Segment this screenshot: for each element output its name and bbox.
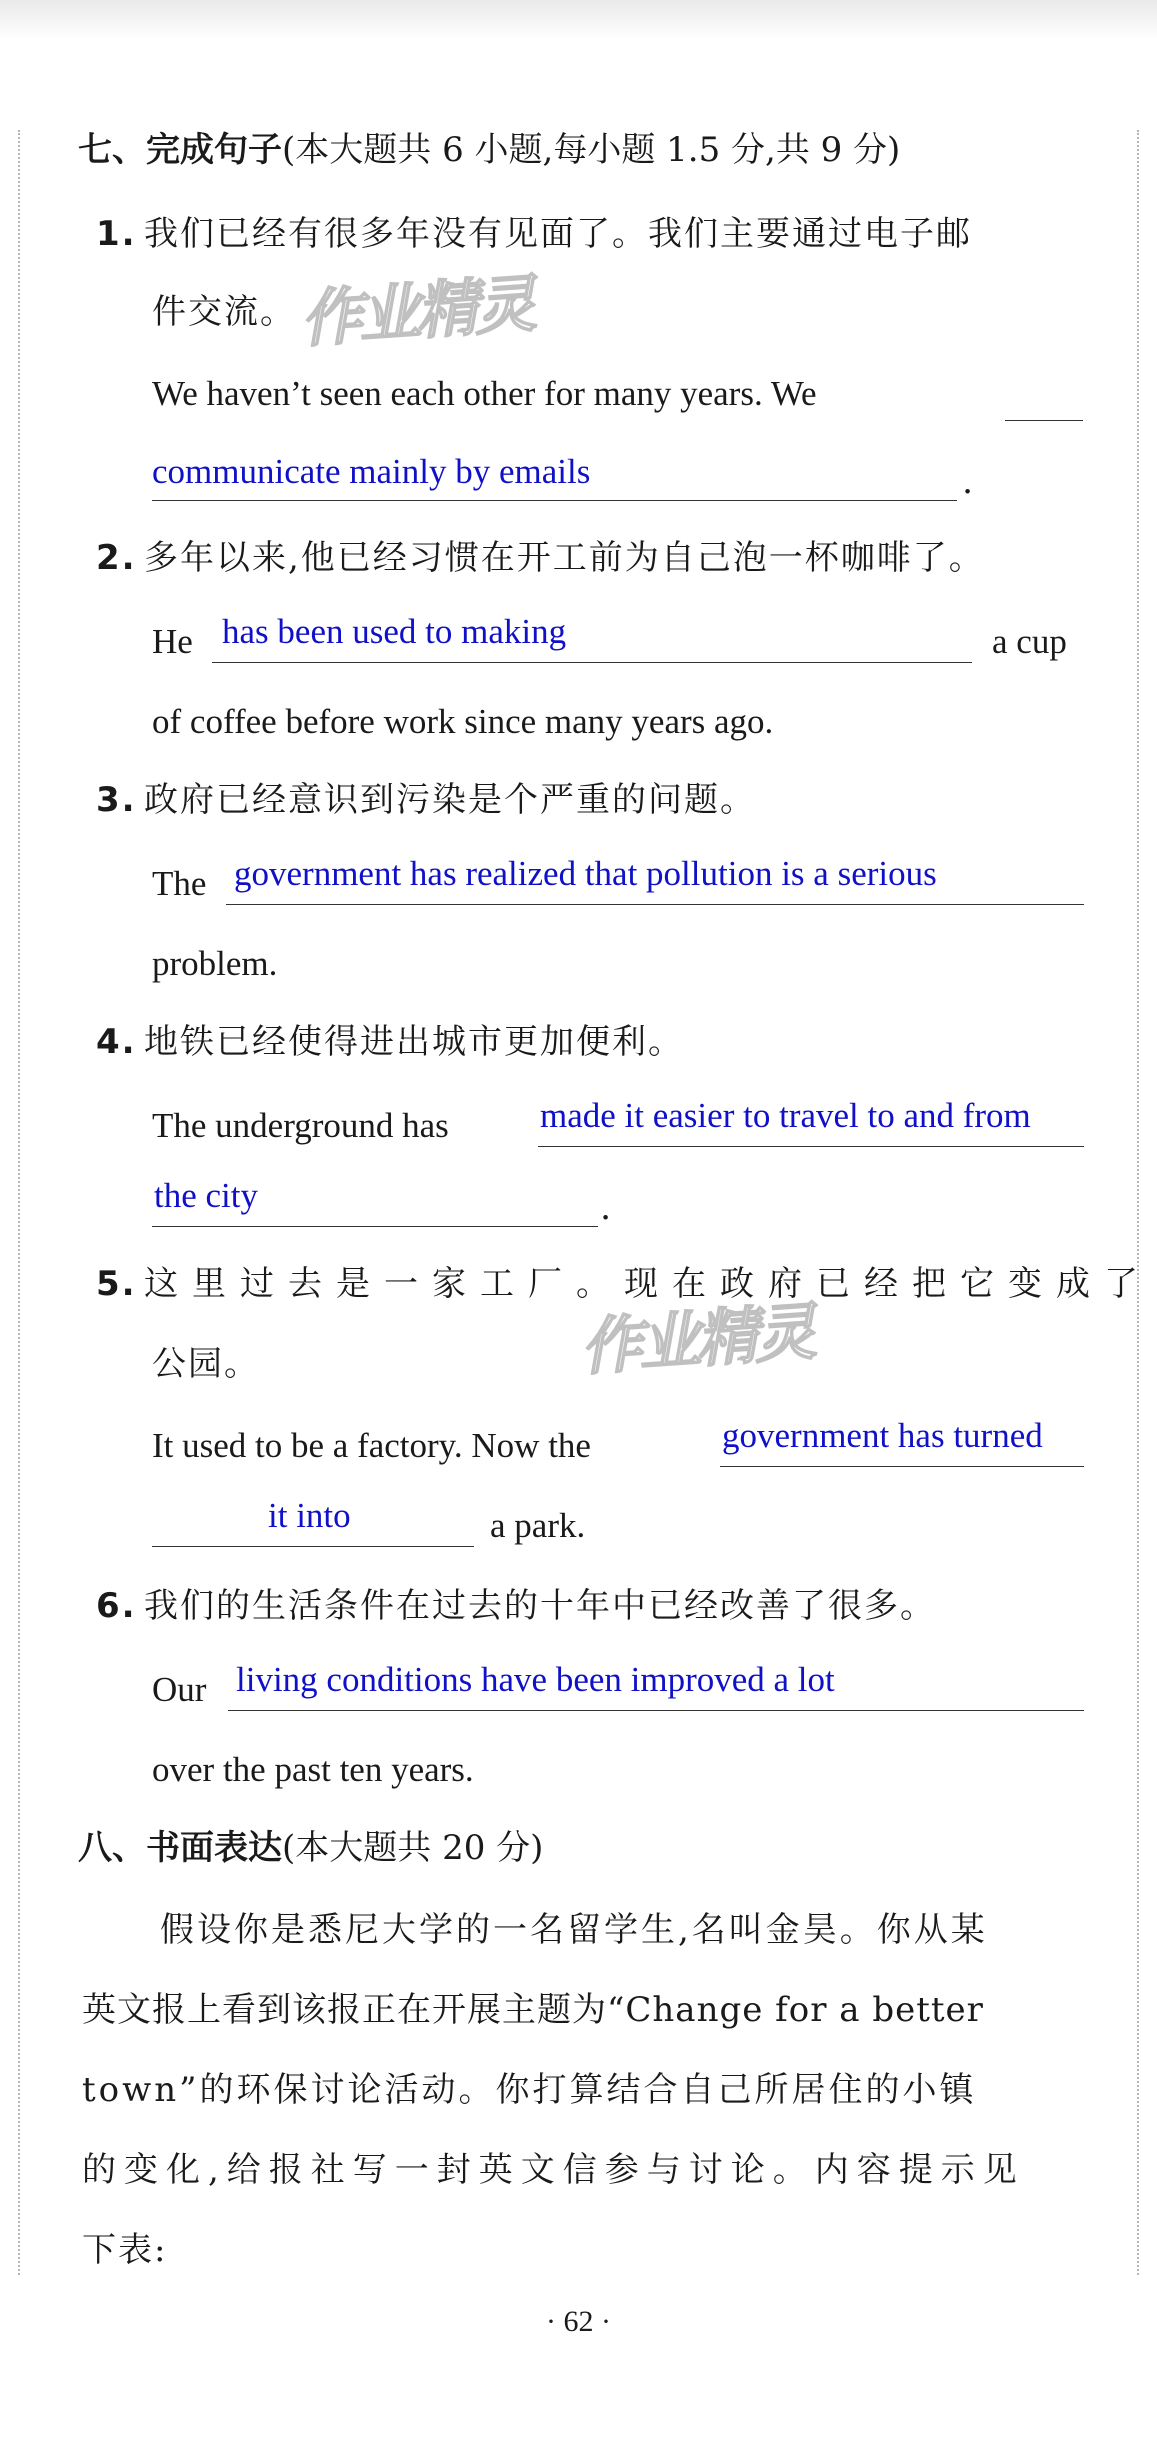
- q2-english-line2: of coffee before work since many years ago.: [152, 702, 774, 741]
- q2-english-prefix: He: [152, 622, 193, 661]
- q3-blank-line: [226, 904, 1084, 905]
- right-margin-dotted-line: [1137, 130, 1139, 2275]
- q1-chinese-line2: 件交流。: [152, 292, 296, 332]
- section8-subtitle: (本大题共 20 分): [282, 1828, 544, 1868]
- q3-english-prefix: The: [152, 864, 207, 903]
- q4-blank-line2: [152, 1226, 598, 1227]
- q5-blank-line2: [152, 1546, 474, 1547]
- q5-blank-line1: [720, 1466, 1084, 1467]
- q4-answer-line2: the city: [154, 1176, 258, 1215]
- q6-answer: living conditions have been improved a lot: [236, 1660, 835, 1699]
- section8-paragraph-line3: town”的环保讨论活动。你打算结合自己所居住的小镇: [82, 2070, 977, 2110]
- q4-blank-line1: [538, 1146, 1084, 1147]
- section8-heading: [78, 1826, 543, 1870]
- section7-title: 七、完成句子: [78, 130, 282, 170]
- q5-english-prefix: It used to be a factory. Now the: [152, 1426, 591, 1465]
- watermark-logo-top: 作业精灵: [298, 266, 535, 356]
- q5-number: 5.: [96, 1264, 137, 1304]
- q6-number: 6.: [96, 1586, 137, 1626]
- q6-english-line2: over the past ten years.: [152, 1750, 474, 1789]
- section8-paragraph-line1: 假设你是悉尼大学的一名留学生,名叫金昊。你从某: [160, 1910, 988, 1950]
- q3-number: 3.: [96, 780, 137, 820]
- q5-chinese-line2: 公园。: [152, 1344, 260, 1384]
- q4-number: 4.: [96, 1022, 137, 1062]
- section7-subtitle: (本大题共 6 小题,每小题 1.5 分,共 9 分): [282, 130, 901, 170]
- q4-english-prefix: The underground has: [152, 1106, 449, 1145]
- q5-english-suffix: a park.: [490, 1506, 586, 1545]
- q1-period: .: [962, 462, 974, 502]
- section7-heading: [78, 128, 900, 172]
- q6-cn-text1: 我们的生活条件在过去的十年中已经改善了很多。: [144, 1586, 936, 1626]
- section8-paragraph-line4: 的变化,给报社写一封英文信参与讨论。内容提示见: [82, 2150, 1025, 2190]
- watermark-logo-middle: 作业精灵: [578, 1294, 815, 1384]
- left-margin-dotted-line: [18, 130, 20, 2275]
- q4-cn-text1: 地铁已经使得进出城市更加便利。: [144, 1022, 684, 1062]
- q5-cn-text1: 这里过去是一家工厂。现在政府已经把它变成了: [144, 1264, 1152, 1304]
- q6-blank-line: [228, 1710, 1084, 1711]
- q3-english-line2: problem.: [152, 944, 278, 983]
- section8-title: 八、书面表达: [78, 1828, 282, 1868]
- q5-answer-line2: it into: [268, 1496, 351, 1535]
- q2-number: 2.: [96, 538, 137, 578]
- section8-paragraph-line2: 英文报上看到该报正在开展主题为“Change for a better: [82, 1990, 984, 2030]
- q1-english-prompt: We haven’t seen each other for many years. We: [152, 374, 817, 413]
- top-shadow: [0, 0, 1157, 40]
- q3-answer: government has realized that pollution is a serious: [234, 854, 937, 893]
- q3-chinese-line1: [96, 778, 756, 822]
- q2-chinese-line1: [96, 536, 985, 580]
- q2-answer: has been used to making: [222, 612, 567, 651]
- q4-period: .: [600, 1188, 612, 1228]
- q4-answer-line1: made it easier to travel to and from: [540, 1096, 1031, 1135]
- q1-blank-line: [152, 500, 957, 501]
- q6-english-prefix: Our: [152, 1670, 207, 1709]
- section8-paragraph-line5: 下表:: [82, 2230, 168, 2270]
- page-number: · 62 ·: [546, 2305, 611, 2338]
- q2-cn-text1: 多年以来,他已经习惯在开工前为自己泡一杯咖啡了。: [144, 538, 985, 578]
- q1-cn-text1: 我们已经有很多年没有见面了。我们主要通过电子邮: [144, 214, 972, 254]
- q1-number: 1.: [96, 214, 137, 254]
- q6-chinese-line1: [96, 1584, 936, 1628]
- q2-english-suffix: a cup: [992, 622, 1067, 661]
- q4-chinese-line1: [96, 1020, 684, 1064]
- q1-blank-line-start: [1005, 420, 1083, 421]
- q1-chinese-line1: [96, 212, 972, 256]
- q2-blank-line: [212, 662, 972, 663]
- q3-cn-text1: 政府已经意识到污染是个严重的问题。: [144, 780, 756, 820]
- q5-answer-line1: government has turned: [722, 1416, 1043, 1455]
- q1-answer: communicate mainly by emails: [152, 452, 591, 491]
